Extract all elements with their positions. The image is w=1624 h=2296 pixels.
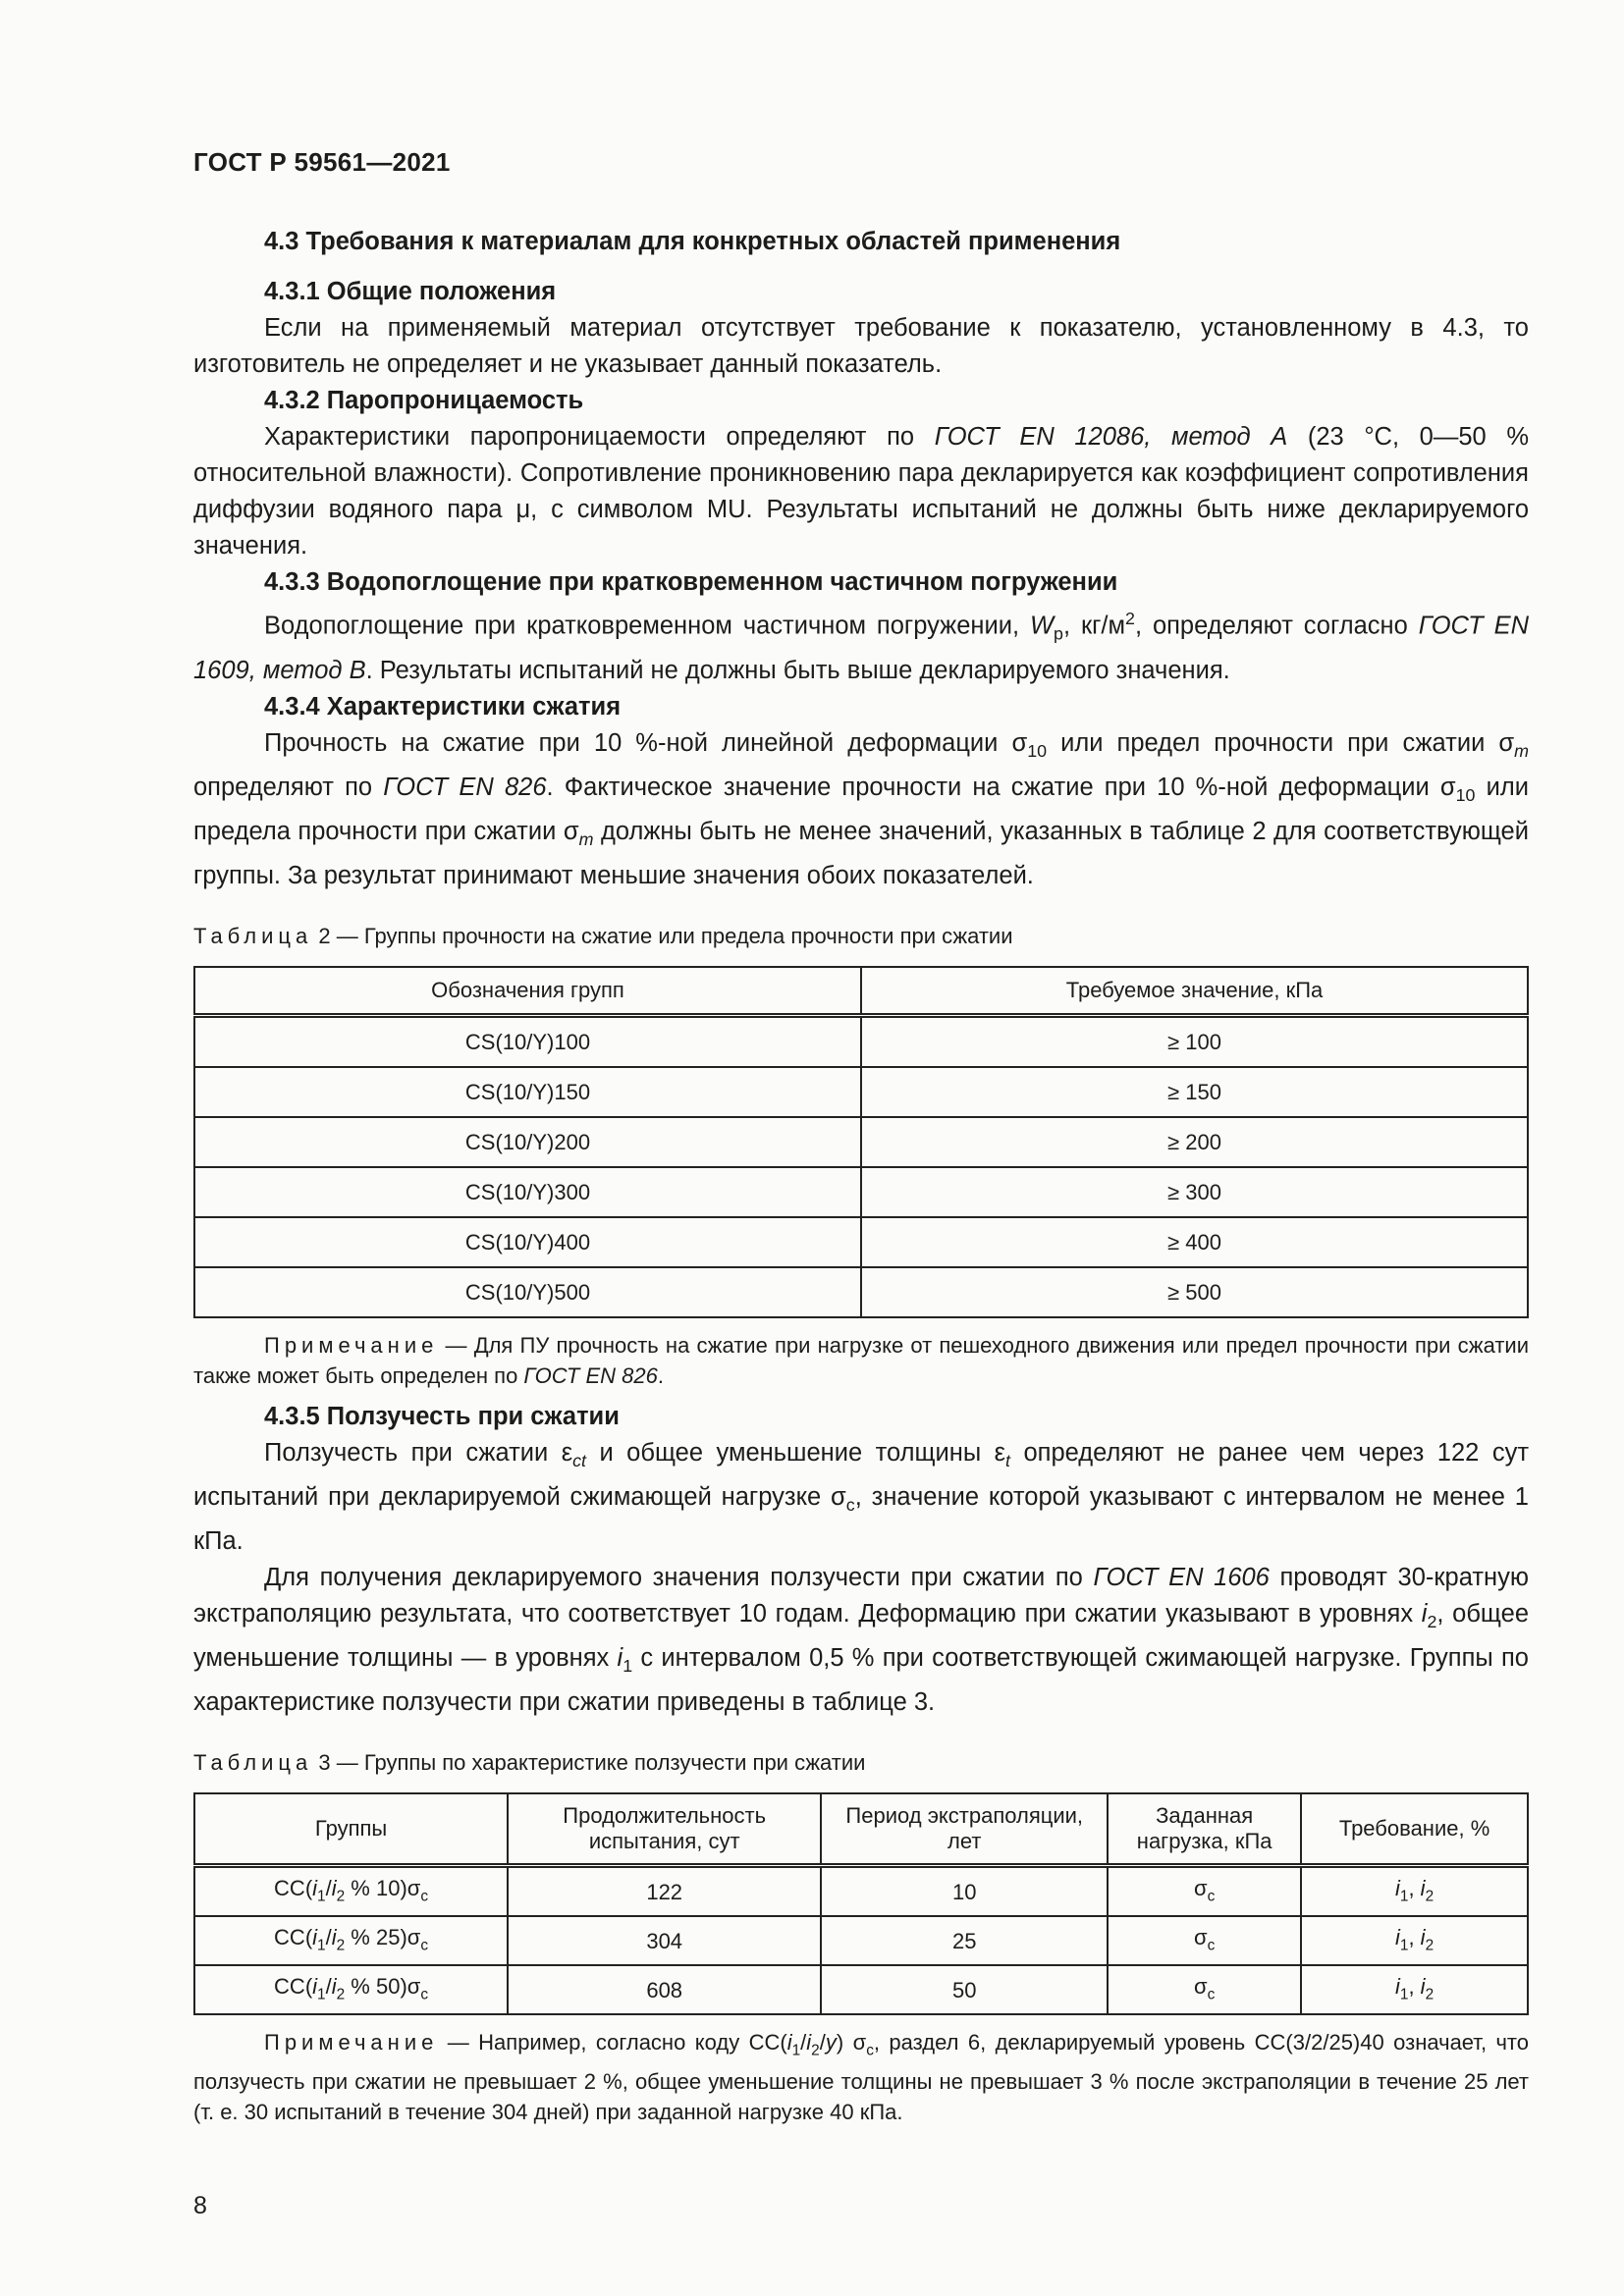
section-4-3-3-title: 4.3.3 Водопоглощение при кратковременном частичном погружении [264,568,1118,596]
table-row [194,1067,1528,1117]
section-4-3-1-title: 4.3.1 Общие положения [264,278,557,305]
table-cell: CS(10/Y)400 [194,1217,861,1267]
table-3-note: Примечание — Например, согласно коду $CC(i_1/i_2/y)$ $\sigma_c$, раздел 6, декларируемый уровень CC(3/2/25)40 означает, что ползучесть при сжатии не превышает 2 %, общее уменьшение толщины не превышает 3 % после экстраполяции в течение 25 лет (т. е. 30 испытаний в течение 304 дней) при заданной нагрузке 40 кПа. [193,2030,1529,2124]
requirement-cell: $i_1$, $i_2$ [1301,1916,1528,1965]
page-number: 8 [193,2192,207,2219]
table-cell: ≥ 100 [861,1015,1528,1067]
standard-reference: ГОСТ EN 1606 [1093,1564,1270,1592]
load-cell: $\sigma_c$ [1108,1916,1301,1965]
table-row [194,1015,1528,1067]
standard-reference: ГОСТ EN 12086, метод A [934,423,1288,451]
table-row [194,1267,1528,1317]
table-cell: CS(10/Y)500 [194,1267,861,1317]
table-row [194,1916,1528,1965]
table-cell: 10 [821,1866,1108,1917]
section-4-3-title: 4.3 Требования к материалам для конкретных областей применения [264,228,1121,255]
standard-reference: ГОСТ EN 826 [523,1362,658,1388]
table-header-row [194,1793,1528,1866]
standard-reference: ГОСТ EN 826 [383,773,547,801]
table-cell: CS(10/Y)150 [194,1067,861,1117]
table-cell: CS(10/Y)100 [194,1015,861,1067]
requirement-cell: $i_1$, $i_2$ [1301,1965,1528,2014]
table-row [194,1117,1528,1167]
table-3 [193,1792,1529,2015]
section-4-3-2-text: Характеристики паропроницаемости определяют по ГОСТ EN 12086, метод A (23 °С, 0—50 % относительной влажности). Сопротивление проникновению пара декларируется как коэффициент сопротивления диффузии водяного пара μ, с символом MU. Результаты испытаний не должны быть ниже декларируемого значения. [193,423,1529,560]
load-cell: $\sigma_c$ [1108,1965,1301,2014]
column-header: Обозначения групп [194,967,861,1016]
standard-reference: ГОСТ EN 1609, метод B [193,612,1530,684]
table-row [194,1217,1528,1267]
table-header-row [194,967,1528,1016]
document-body [193,224,1529,2127]
table-cell: ≥ 500 [861,1267,1528,1317]
table-2-note: Примечание — Для ПУ прочность на сжатие при нагрузке от пешеходного движения или предел прочности при сжатии также может быть определен по ГОСТ EN 826. [193,1332,1529,1388]
table-cell: 608 [508,1965,821,2014]
section-4-3-3-text: Водопоглощение при кратковременном частичном погружении, $W_p$, $кг/м^2$, определяют согласно ГОСТ EN 1609, метод B. Результаты испытаний не должны быть выше декларируемого значения. [193,609,1530,684]
column-header: Требуемое значение, кПа [861,967,1528,1016]
table-2 [193,966,1529,1318]
table-cell: 122 [508,1866,821,1917]
column-header: Требование, % [1301,1793,1528,1866]
section-4-3-5-title: 4.3.5 Ползучесть при сжатии [264,1402,620,1430]
table-3-caption: Таблица 3 — Группы по характеристике ползучести при сжатии [193,1750,866,1776]
table-2-caption: Таблица 2 — Группы прочности на сжатие или предела прочности при сжатии [193,923,1013,948]
table-cell: CS(10/Y)300 [194,1167,861,1217]
table-cell: ≥ 150 [861,1067,1528,1117]
table-row [194,1965,1528,2014]
table-row [194,1167,1528,1217]
group-cell: $CC(i_1/i_2$ % $10)\sigma_c$ [194,1866,508,1917]
section-4-3-2-title: 4.3.2 Паропроницаемость [264,387,584,414]
section-4-3-5-paragraph-2: Для получения декларируемого значения ползучести при сжатии по ГОСТ EN 1606 проводят 30-кратную экстраполяцию результата, что соответствует 10 годам. Деформацию при сжатии указывают в уровнях $i_2$, общее уменьшение толщины — в уровнях $i_1$ с интервалом 0,5 % при соответствующей сжимающей нагрузке. Группы по характеристике ползучести при сжатии приведены в таблице 3. [193,1564,1529,1717]
section-4-3-1-text: Если на применяемый материал отсутствует требование к показателю, установленному в 4.3, то изготовитель не определяет и не указывает данный показатель. [193,314,1529,378]
section-4-3-4-title: 4.3.4 Характеристики сжатия [264,692,622,721]
group-cell: $CC(i_1/i_2$ % $25)\sigma_c$ [194,1916,508,1965]
document-header: ГОСТ Р 59561—2021 [193,147,451,177]
group-cell: $CC(i_1/i_2$ % $50)\sigma_c$ [194,1965,508,2014]
requirement-cell: $i_1$, $i_2$ [1301,1866,1528,1917]
column-header: Период экстраполяции, лет [821,1793,1108,1866]
table-cell: ≥ 200 [861,1117,1528,1167]
table-cell: ≥ 300 [861,1167,1528,1217]
section-4-3-5-paragraph-1: Ползучесть при сжатии $\varepsilon_{ct}$ и общее уменьшение толщины $\varepsilon_t$ определяют не ранее чем через 122 сут испытаний при декларируемой сжимающей нагрузке $\sigma_c$, значение которой указывают с интервалом не менее 1 кПа. [193,1438,1529,1556]
table-cell: CS(10/Y)200 [194,1117,861,1167]
table-row [194,1866,1528,1917]
table-cell: 25 [821,1916,1108,1965]
table-cell: 50 [821,1965,1108,2014]
column-header: Группы [194,1793,508,1866]
load-cell: $\sigma_c$ [1108,1866,1301,1917]
column-header: Продолжительность испытания, сут [508,1793,821,1866]
section-4-3-4-text: Прочность на сжатие при 10 %-ной линейной деформации $\sigma_{10}$ или предел прочности при сжатии $\sigma_m$ определяют по ГОСТ EN 826. Фактическое значение прочности на сжатие при 10 %-ной деформации $\sigma_{10}$ или предела прочности при сжатии $\sigma_m$ должны быть не менее значений, указанных в таблице 2 для соответствующей группы. За результат принимают меньшие значения обоих показателей. [193,728,1530,889]
column-header: Заданная нагрузка, кПа [1108,1793,1301,1866]
table-cell: 304 [508,1916,821,1965]
table-cell: ≥ 400 [861,1217,1528,1267]
